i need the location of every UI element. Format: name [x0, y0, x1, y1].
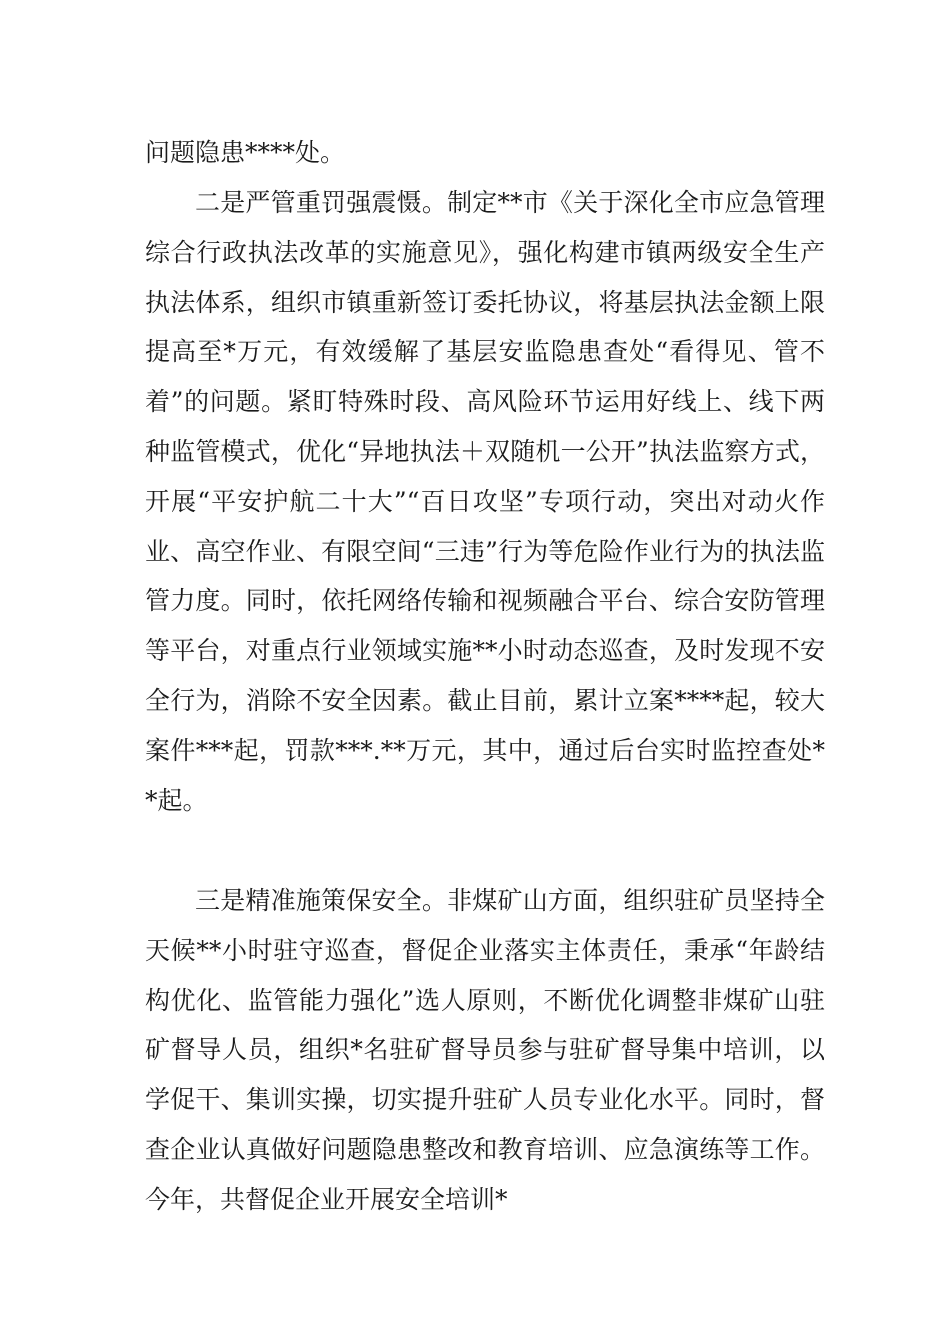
- paragraph-precise-measures: 三是精准施策保安全。非煤矿山方面，组织驻矿员坚持全天候**小时驻守巡查，督促企业落实主体责任，秉承“年龄结构优化、监管能力强化”选人原则，不断优化调整非煤矿山驻矿督导人员，组织*名驻矿督导员参与驻矿督导集中培训，以学促干、集训实操，切实提升驻矿人员专业化水平。同时，督查企业认真做好问题隐患整改和教育培训、应急演练等工作。今年，共督促企业开展安全培训*: [145, 886, 825, 1214]
- paragraph-continuation: 问题隐患****处。: [145, 138, 346, 167]
- paragraph-strict-enforcement: 二是严管重罚强震慑。制定**市《关于深化全市应急管理综合行政执法改革的实施意见》，强化构建市镇两级安全生产执法体系，组织市镇重新签订委托协议，将基层执法金额上限提高至*万元，有效缓解了基层安监隐患查处“看得见、管不着”的问题。紧盯特殊时段、高风险环节运用好线上、线下两种监管模式，优化“异地执法＋双随机一公开”执法监察方式，开展“平安护航二十大”“百日攻坚”专项行动，突出对动火作业、高空作业、有限空间“三违”行为等危险作业行为的执法监管力度。同时，依托网络传输和视频融合平台、综合安防管理等平台，对重点行业领域实施**小时动态巡查，及时发现不安全行为，消除不安全因素。截止目前，累计立案****起，较大案件***起，罚款***.**万元，其中，通过后台实时监控查处**起。: [145, 188, 825, 815]
